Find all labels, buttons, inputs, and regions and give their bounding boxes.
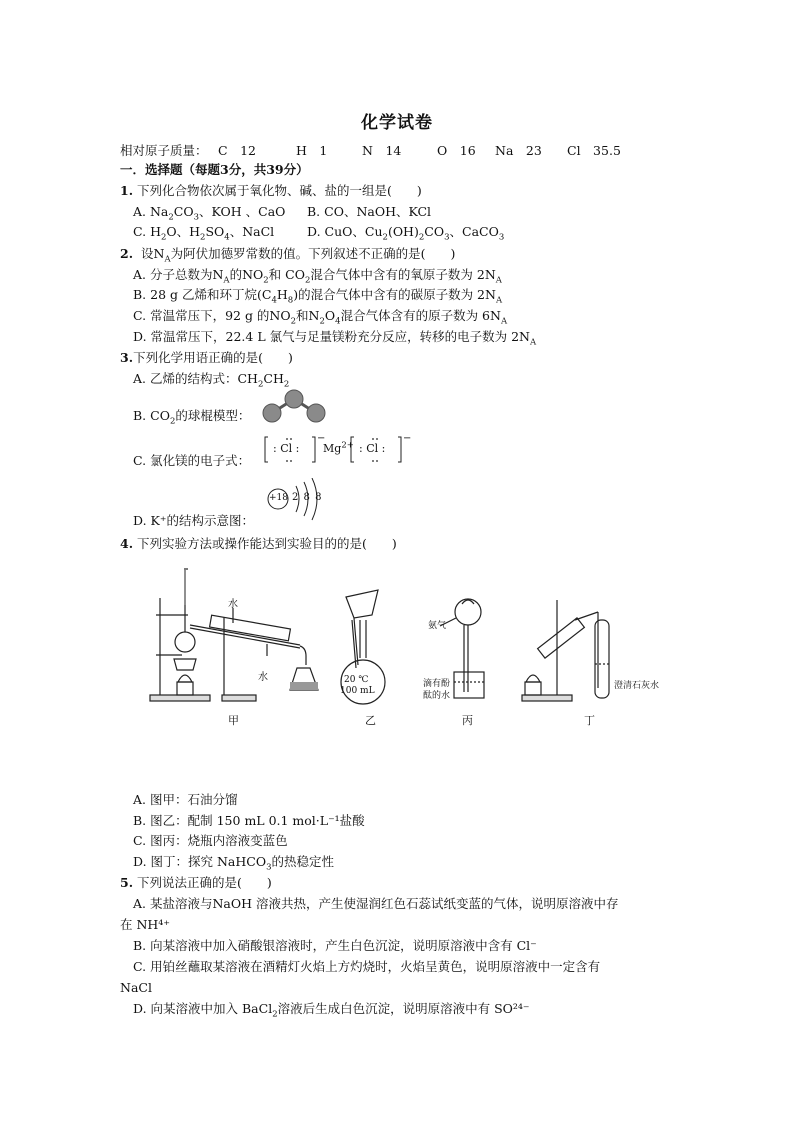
cl-left: : Cl : [273,442,300,455]
q3-option-a: A. 乙烯的结构式：$CH_2CH_2$ [133,371,290,390]
label-yi: 乙 [365,714,376,727]
atomic-mass-label: 相对原子质量： [120,143,208,158]
label-limewater: 澄清石灰水 [614,681,660,691]
label-jia: 甲 [228,714,239,727]
q2-option-c: C. 常温常压下，92 g 的$NO_2$和$N_2O_4$混合气体含有的原子数为 $6N_A$ [133,308,508,327]
q3-stem: 3.下列化学用语正确的是( ) [120,350,293,365]
q5-option-b: B. 向某溶液中加入硝酸银溶液时，产生白色沉淀，说明原溶液中含有 Cl⁻ [133,938,537,953]
q1-option-d: D. CuO、$Cu_2(OH)_2CO_3$、CaCO$_3$ [307,224,505,243]
page-title: 化学试卷 [361,113,433,133]
co2-ball-stick-model [258,388,330,424]
apparatus-jia [150,569,318,701]
q2-option-d: D. 常温常压下，22.4 L 氯气与足量镁粉充分反应，转移的电子数为 $2N_A$ [133,329,537,348]
q4-stem: 4. 下列实验方法或操作能达到实验目的的是( ) [120,536,397,551]
q4-option-a: A. 图甲：石油分馏 [133,792,238,807]
label-flask-vol: 100 mL [340,686,375,696]
cl-right-charge: − [403,433,412,444]
mgcl2-electron-formula [262,434,412,468]
q1-option-a: A. $Na_2CO_3$、KOH 、CaO [133,204,286,223]
q5-option-c-line1: C. 用铂丝蘸取某溶液在酒精灯火焰上方灼烧时，火焰呈黄色，说明原溶液中一定含有 [133,959,601,974]
q1-stem: 1. 下列化合物依次属于氧化物、碱、盐的一组是( ) [120,183,422,198]
atomic-mass-o: O 16 [437,143,476,158]
label-ding: 丁 [584,714,595,727]
apparatus-ding [522,600,609,701]
q1-option-c: C. $H_2O$、$H_2SO_4$、NaCl [133,224,275,243]
k-ion-structure-diagram [266,478,326,524]
nucleus-charge: +18 [269,493,288,503]
atomic-mass-cl: Cl 35.5 [567,143,621,158]
section-header: 一．选择题（每题3分，共39分） [120,162,309,177]
atomic-mass-h: H 1 [296,143,328,158]
q5-option-c-line2: NaCl [120,980,152,995]
q4-option-c: C. 图丙：烧瓶内溶液变蓝色 [133,833,288,848]
q3-option-c: C. 氯化镁的电子式： [133,453,251,468]
q1-option-b: B. CO、NaOH、KCl [307,204,432,219]
q4-option-b: B. 图乙：配制 150 mL 0.1 mol·L⁻¹盐酸 [133,813,365,828]
q5-option-d: D. 向某溶液中加入 BaCl$_2$溶液后生成白色沉淀，说明原溶液中有 SO²⁴⁻ [133,1001,530,1020]
q2-option-a: A. 分子总数为$N_A$的$NO_2$和 $CO_2$混合气体中含有的氧原子数为 $2N_A$ [133,267,502,286]
label-phenol-1: 滴有酚 [423,679,451,689]
label-bing: 丙 [462,714,473,727]
q2-option-b: B. 28 g 乙烯和环丁烷$(C_4H_8)$的混合气体中含有的碳原子数为 $2N_A$ [133,287,503,306]
q5-option-a-line2: 在 NH⁴⁺ [120,917,170,932]
label-flask-temp: 20 ℃ [344,675,369,685]
label-water-in: 水 [228,599,238,610]
q4-option-d: D. 图丁：探究 NaHCO$_3$的热稳定性 [133,854,335,873]
atomic-mass-c: C 12 [218,143,256,158]
q3-option-b: B. $CO_2$的球棍模型： [133,408,251,427]
cl-right: : Cl : [359,442,386,455]
shell-electrons: 2 8 8 [292,492,323,503]
q3-option-d: D. K⁺的结构示意图： [133,513,254,528]
atomic-mass-n: N 14 [362,143,402,158]
atomic-mass-na: Na 23 [495,143,542,158]
q5-option-a-line1: A. 某盐溶液与NaOH 溶液共热，产生使湿润红色石蕊试纸变蓝的气体，说明原溶液中存 [133,896,619,911]
mg-symbol: $Mg^{2+}$ [323,440,354,455]
label-ammonia: 氨气 [428,621,447,631]
experiment-apparatus-figure [140,560,650,730]
label-water-out: 水 [258,672,268,683]
q5-stem: 5. 下列说法正确的是( ) [120,875,272,890]
cl-left-charge: − [317,433,326,444]
q2-stem: 2. 设$N_A$为阿伏加德罗常数的值。下列叙述不正确的是( ) [120,246,456,265]
label-phenol-2: 酞的水 [423,691,451,701]
